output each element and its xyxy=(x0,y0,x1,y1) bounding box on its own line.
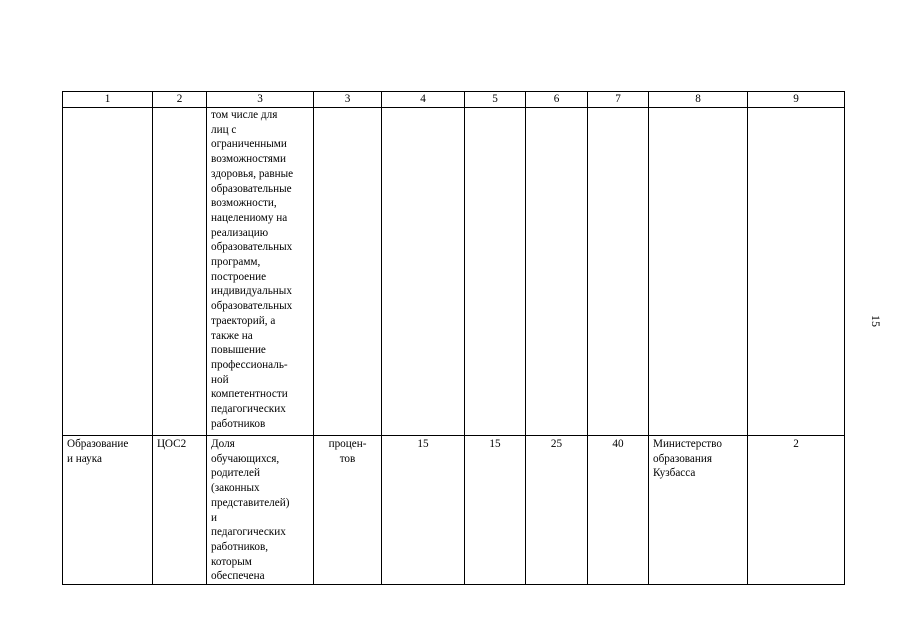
table-cell-description: Доля обучающихся, родителей (законных представителей) и педагогических работников, которым обеспечена xyxy=(207,436,314,585)
table-cell xyxy=(526,108,588,436)
data-table xyxy=(62,91,845,585)
table-cell xyxy=(382,108,465,436)
header-cell: 4 xyxy=(382,92,465,108)
table-cell xyxy=(649,108,748,436)
table-cell-responsible: Министерство образования Кузбасса xyxy=(649,436,748,585)
header-cell: 2 xyxy=(153,92,207,108)
table-cell-value: 15 xyxy=(465,436,526,585)
table-cell xyxy=(588,108,649,436)
table-cell-unit: процен- тов xyxy=(314,436,382,585)
table-cell-description: том числе для лиц с ограниченными возможностями здоровья, равные образовательные возможности, нацелениому на реализацию образовательных программ, построение индивидуальных образовательных траекторий, а также на повышение профессиональ- ной компетентности педагогических работников xyxy=(207,108,314,436)
table-row xyxy=(63,108,845,436)
header-cell: 5 xyxy=(465,92,526,108)
table-cell xyxy=(748,108,845,436)
header-cell: 9 xyxy=(748,92,845,108)
table-cell-value: 40 xyxy=(588,436,649,585)
header-cell: 7 xyxy=(588,92,649,108)
table-cell xyxy=(465,108,526,436)
table-row xyxy=(63,436,845,585)
table-cell-value: 25 xyxy=(526,436,588,585)
table-cell-sector: Образование и наука xyxy=(63,436,153,585)
header-cell: 3 xyxy=(207,92,314,108)
header-cell: 3 xyxy=(314,92,382,108)
header-cell: 1 xyxy=(63,92,153,108)
table-header-row xyxy=(63,92,845,108)
table-cell-code: ЦОС2 xyxy=(153,436,207,585)
table-cell xyxy=(314,108,382,436)
page-number: 15 xyxy=(869,315,883,327)
table-cell xyxy=(63,108,153,436)
header-cell: 8 xyxy=(649,92,748,108)
header-cell: 6 xyxy=(526,92,588,108)
table-cell xyxy=(153,108,207,436)
table-cell-value: 2 xyxy=(748,436,845,585)
table-cell-value: 15 xyxy=(382,436,465,585)
